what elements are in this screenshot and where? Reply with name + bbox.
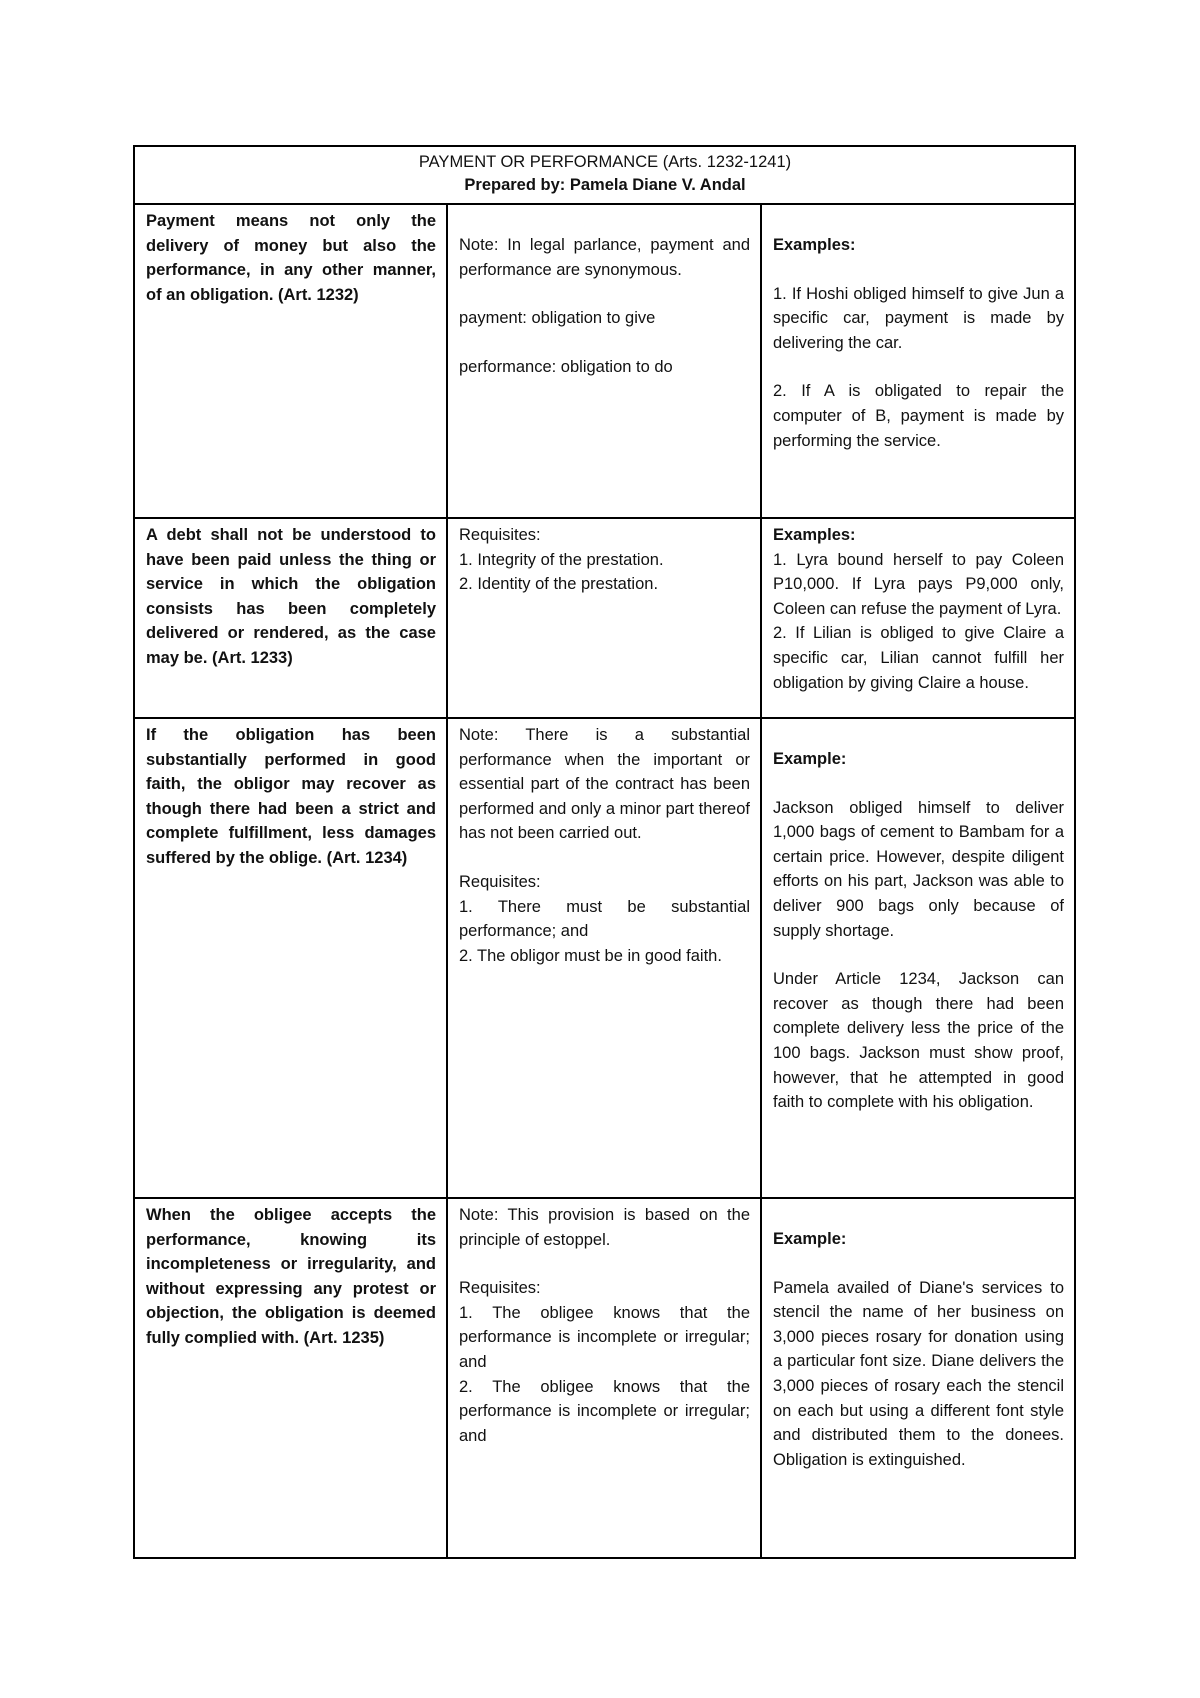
example-text: 1. Lyra bound herself to pay Coleen P10,000. If Lyra pays P9,000 only, Coleen can refuse the payment of Lyra.: [773, 550, 1065, 618]
article-cell: [134, 204, 447, 518]
note-cell: [447, 1198, 761, 1558]
requisites-heading: Requisites:: [459, 526, 541, 544]
requisite-item: 1. The obligee knows that the performance is incomplete or irregular; and: [459, 1303, 750, 1371]
note-text: Note: This provision is based on the principle of estoppel.: [459, 1206, 750, 1249]
note-text: payment: obligation to give: [459, 309, 656, 328]
examples-heading: Example:: [773, 750, 847, 768]
note-cell: [447, 518, 761, 718]
document-title: PAYMENT OR PERFORMANCE (Arts. 1232-1241): [418, 153, 792, 171]
example-text: 2. If A is obligated to repair the computer of B, payment is made by performing the service.: [773, 382, 1065, 450]
example-text: 2. If Lilian is obliged to give Claire a specific car, Lilian cannot fulfill her obligation by giving Claire a house.: [773, 624, 1065, 692]
article-text: When the obligee accepts the performance, knowing its incompleteness or irregularity, and without expressing any protest or objection, the obligation is deemed fully complied with. (Art. 1235): [146, 1206, 436, 1347]
example-text: Jackson obliged himself to deliver 1,000 bags of cement to Bambam for a certain price. However, despite diligent efforts on his part, Jackson was able to deliver 900 bags only because of supply shortage.: [773, 798, 1065, 940]
note-text: performance: obligation to do: [459, 357, 673, 376]
requisite-item: 2. Identity of the prestation.: [459, 575, 659, 594]
table-row: [134, 1198, 1075, 1558]
examples-cell: [761, 718, 1075, 1198]
note-text: Note: There is a substantial performance when the important or essential part of the contract has been performed and only a minor part thereof has not been carried out.: [459, 726, 750, 843]
examples-heading: Example:: [773, 1230, 847, 1248]
article-text: Payment means not only the delivery of money but also the performance, in any other manner, of an obligation. (Art. 1232): [146, 212, 436, 304]
article-cell: [134, 518, 447, 718]
payment-performance-table: [133, 145, 1076, 1559]
example-text: Under Article 1234, Jackson can recover as though there had been complete delivery less the price of the 100 bags. Jackson must show proof, however, that he attempted in good faith to complete with his obligation.: [773, 970, 1065, 1112]
examples-heading: Examples:: [773, 526, 856, 544]
requisites-heading: Requisites:: [459, 872, 541, 891]
note-cell: [447, 718, 761, 1198]
note-text: Note: In legal parlance, payment and performance are synonymous.: [459, 236, 750, 279]
table-row: [134, 718, 1075, 1198]
requisite-item: 1. There must be substantial performance; and: [459, 897, 750, 941]
article-text: If the obligation has been substantially performed in good faith, the obligor may recover as though there had been a strict and complete fulfillment, less damages suffered by the oblige. (Art. 1234): [146, 726, 436, 867]
requisite-item: 2. The obligor must be in good faith.: [459, 946, 722, 965]
examples-cell: [761, 204, 1075, 518]
table-row: [134, 204, 1075, 518]
article-cell: [134, 718, 447, 1198]
note-cell: [447, 204, 761, 518]
examples-cell: [761, 518, 1075, 718]
document-author: Prepared by: Pamela Diane V. Andal: [464, 176, 746, 194]
requisites-heading: Requisites:: [459, 1279, 541, 1298]
examples-cell: [761, 1198, 1075, 1558]
example-text: 1. If Hoshi obliged himself to give Jun a specific car, payment is made by delivering the car.: [773, 284, 1065, 352]
examples-heading: Examples:: [773, 236, 856, 254]
article-cell: [134, 1198, 447, 1558]
table-header: [134, 146, 1075, 204]
requisite-item: 2. The obligee knows that the performance is incomplete or irregular; and: [459, 1377, 750, 1445]
article-text: A debt shall not be understood to have been paid unless the thing or service in which the obligation consists has been completely delivered or rendered, as the case may be. (Art. 1233): [146, 526, 436, 667]
requisite-item: 1. Integrity of the prestation.: [459, 550, 664, 569]
table-row: [134, 518, 1075, 718]
example-text: Pamela availed of Diane's services to stencil the name of her business on 3,000 pieces rosary for donation using a particular font size. Diane delivers the 3,000 pieces of rosary each the stencil on each but using a different font style and distributed them to the donees. Obligation is extinguished.: [773, 1278, 1065, 1469]
